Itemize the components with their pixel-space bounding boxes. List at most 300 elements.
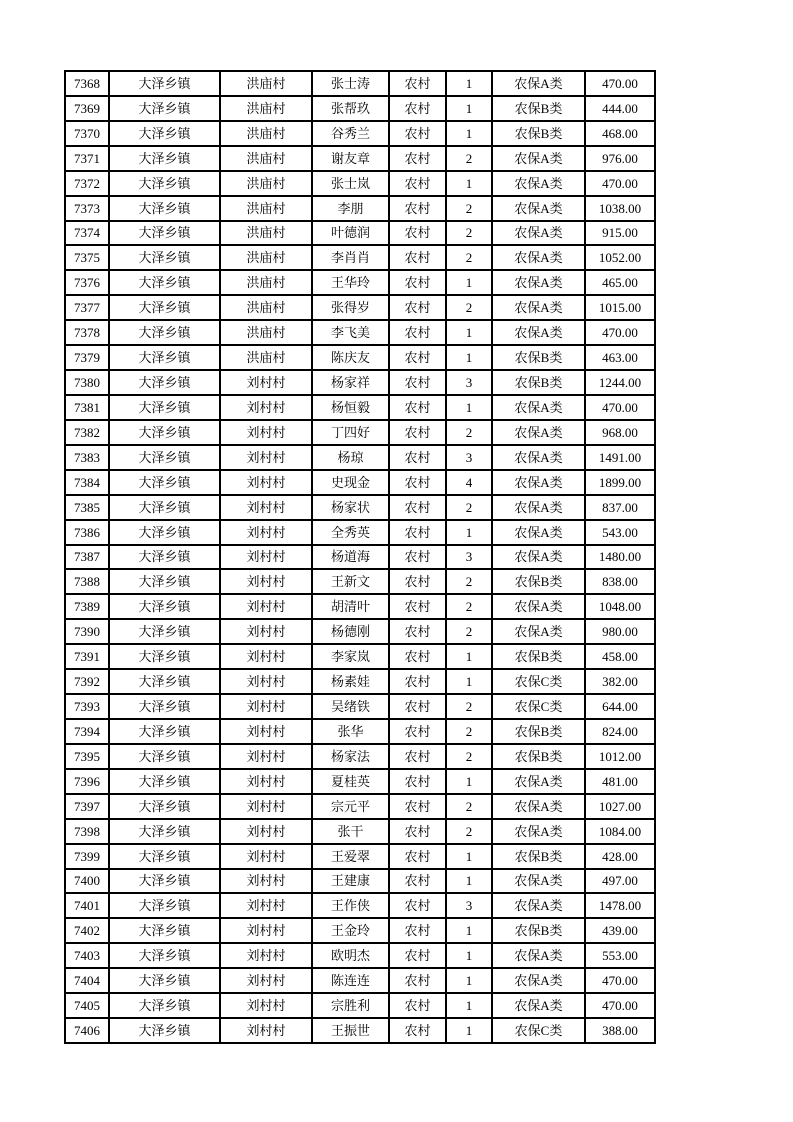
cell-insurance-category: 农保A类 xyxy=(492,594,585,619)
cell-id: 7369 xyxy=(65,96,109,121)
cell-insurance-category: 农保A类 xyxy=(492,270,585,295)
cell-amount: 439.00 xyxy=(585,918,655,943)
cell-village: 刘村村 xyxy=(220,719,312,744)
cell-person-name: 夏桂英 xyxy=(312,769,389,794)
cell-amount: 470.00 xyxy=(585,993,655,1018)
cell-person-name: 谷秀兰 xyxy=(312,121,389,146)
cell-residence-type: 农村 xyxy=(389,245,446,270)
table-row xyxy=(65,395,655,420)
cell-township: 大泽乡镇 xyxy=(109,96,220,121)
cell-amount: 543.00 xyxy=(585,520,655,545)
cell-person-name: 杨恒毅 xyxy=(312,395,389,420)
cell-township: 大泽乡镇 xyxy=(109,968,220,993)
table-row xyxy=(65,71,655,96)
cell-township: 大泽乡镇 xyxy=(109,545,220,570)
cell-person-count: 1 xyxy=(446,943,492,968)
cell-village: 刘村村 xyxy=(220,495,312,520)
cell-residence-type: 农村 xyxy=(389,569,446,594)
table-row xyxy=(65,819,655,844)
table-row xyxy=(65,644,655,669)
cell-insurance-category: 农保A类 xyxy=(492,520,585,545)
cell-village: 洪庙村 xyxy=(220,146,312,171)
cell-village: 刘村村 xyxy=(220,844,312,869)
cell-residence-type: 农村 xyxy=(389,196,446,221)
cell-village: 洪庙村 xyxy=(220,320,312,345)
cell-residence-type: 农村 xyxy=(389,968,446,993)
cell-village: 刘村村 xyxy=(220,420,312,445)
cell-person-count: 3 xyxy=(446,545,492,570)
table-row xyxy=(65,345,655,370)
cell-village: 刘村村 xyxy=(220,869,312,894)
table-row xyxy=(65,1018,655,1043)
cell-person-count: 2 xyxy=(446,719,492,744)
cell-person-name: 王新文 xyxy=(312,569,389,594)
cell-person-count: 2 xyxy=(446,694,492,719)
table-row xyxy=(65,96,655,121)
cell-id: 7401 xyxy=(65,893,109,918)
cell-amount: 915.00 xyxy=(585,221,655,246)
cell-amount: 470.00 xyxy=(585,395,655,420)
cell-amount: 470.00 xyxy=(585,171,655,196)
cell-person-name: 李家岚 xyxy=(312,644,389,669)
cell-residence-type: 农村 xyxy=(389,121,446,146)
cell-id: 7389 xyxy=(65,594,109,619)
cell-insurance-category: 农保A类 xyxy=(492,495,585,520)
cell-village: 刘村村 xyxy=(220,445,312,470)
table-row xyxy=(65,619,655,644)
cell-insurance-category: 农保B类 xyxy=(492,569,585,594)
table-row xyxy=(65,121,655,146)
cell-person-name: 王振世 xyxy=(312,1018,389,1043)
cell-amount: 824.00 xyxy=(585,719,655,744)
cell-id: 7381 xyxy=(65,395,109,420)
cell-person-name: 杨家祥 xyxy=(312,370,389,395)
cell-person-count: 2 xyxy=(446,295,492,320)
cell-amount: 497.00 xyxy=(585,869,655,894)
table-row xyxy=(65,270,655,295)
cell-amount: 1480.00 xyxy=(585,545,655,570)
cell-amount: 1052.00 xyxy=(585,245,655,270)
cell-village: 洪庙村 xyxy=(220,245,312,270)
cell-township: 大泽乡镇 xyxy=(109,819,220,844)
cell-township: 大泽乡镇 xyxy=(109,295,220,320)
cell-person-count: 1 xyxy=(446,96,492,121)
cell-township: 大泽乡镇 xyxy=(109,669,220,694)
cell-residence-type: 农村 xyxy=(389,794,446,819)
cell-person-name: 杨道海 xyxy=(312,545,389,570)
cell-person-name: 陈连连 xyxy=(312,968,389,993)
cell-amount: 980.00 xyxy=(585,619,655,644)
cell-amount: 465.00 xyxy=(585,270,655,295)
cell-residence-type: 农村 xyxy=(389,71,446,96)
cell-person-count: 1 xyxy=(446,71,492,96)
cell-amount: 444.00 xyxy=(585,96,655,121)
cell-insurance-category: 农保A类 xyxy=(492,295,585,320)
cell-village: 刘村村 xyxy=(220,893,312,918)
cell-township: 大泽乡镇 xyxy=(109,869,220,894)
cell-township: 大泽乡镇 xyxy=(109,644,220,669)
cell-id: 7384 xyxy=(65,470,109,495)
cell-person-count: 2 xyxy=(446,245,492,270)
cell-insurance-category: 农保C类 xyxy=(492,1018,585,1043)
cell-id: 7394 xyxy=(65,719,109,744)
cell-insurance-category: 农保A类 xyxy=(492,943,585,968)
cell-person-count: 1 xyxy=(446,644,492,669)
cell-township: 大泽乡镇 xyxy=(109,221,220,246)
cell-id: 7402 xyxy=(65,918,109,943)
cell-residence-type: 农村 xyxy=(389,171,446,196)
cell-village: 洪庙村 xyxy=(220,171,312,196)
cell-residence-type: 农村 xyxy=(389,943,446,968)
cell-person-name: 李朋 xyxy=(312,196,389,221)
cell-amount: 837.00 xyxy=(585,495,655,520)
cell-township: 大泽乡镇 xyxy=(109,121,220,146)
cell-id: 7368 xyxy=(65,71,109,96)
cell-insurance-category: 农保A类 xyxy=(492,71,585,96)
cell-person-count: 1 xyxy=(446,918,492,943)
cell-id: 7376 xyxy=(65,270,109,295)
cell-person-count: 3 xyxy=(446,893,492,918)
cell-insurance-category: 农保B类 xyxy=(492,345,585,370)
cell-amount: 1027.00 xyxy=(585,794,655,819)
cell-id: 7377 xyxy=(65,295,109,320)
table-row xyxy=(65,744,655,769)
table-row xyxy=(65,470,655,495)
cell-village: 刘村村 xyxy=(220,619,312,644)
cell-amount: 468.00 xyxy=(585,121,655,146)
cell-village: 刘村村 xyxy=(220,769,312,794)
cell-insurance-category: 农保A类 xyxy=(492,545,585,570)
cell-residence-type: 农村 xyxy=(389,395,446,420)
cell-residence-type: 农村 xyxy=(389,744,446,769)
cell-person-name: 李飞美 xyxy=(312,320,389,345)
cell-township: 大泽乡镇 xyxy=(109,370,220,395)
cell-id: 7392 xyxy=(65,669,109,694)
table-row xyxy=(65,295,655,320)
cell-person-name: 杨琼 xyxy=(312,445,389,470)
cell-person-count: 1 xyxy=(446,121,492,146)
cell-amount: 644.00 xyxy=(585,694,655,719)
cell-insurance-category: 农保B类 xyxy=(492,844,585,869)
cell-insurance-category: 农保A类 xyxy=(492,320,585,345)
cell-village: 刘村村 xyxy=(220,819,312,844)
cell-insurance-category: 农保B类 xyxy=(492,719,585,744)
cell-id: 7403 xyxy=(65,943,109,968)
cell-township: 大泽乡镇 xyxy=(109,395,220,420)
cell-person-count: 1 xyxy=(446,1018,492,1043)
table-row xyxy=(65,171,655,196)
cell-residence-type: 农村 xyxy=(389,644,446,669)
cell-residence-type: 农村 xyxy=(389,270,446,295)
cell-residence-type: 农村 xyxy=(389,993,446,1018)
cell-insurance-category: 农保A类 xyxy=(492,794,585,819)
cell-amount: 1048.00 xyxy=(585,594,655,619)
cell-id: 7395 xyxy=(65,744,109,769)
cell-township: 大泽乡镇 xyxy=(109,694,220,719)
cell-person-count: 2 xyxy=(446,744,492,769)
cell-person-count: 1 xyxy=(446,270,492,295)
cell-village: 刘村村 xyxy=(220,594,312,619)
cell-residence-type: 农村 xyxy=(389,545,446,570)
cell-village: 洪庙村 xyxy=(220,295,312,320)
cell-person-count: 1 xyxy=(446,844,492,869)
cell-township: 大泽乡镇 xyxy=(109,345,220,370)
cell-person-count: 2 xyxy=(446,495,492,520)
cell-amount: 1244.00 xyxy=(585,370,655,395)
table-row xyxy=(65,196,655,221)
cell-insurance-category: 农保A类 xyxy=(492,196,585,221)
cell-person-count: 1 xyxy=(446,769,492,794)
cell-person-name: 欧明杰 xyxy=(312,943,389,968)
cell-person-count: 2 xyxy=(446,420,492,445)
table-row xyxy=(65,495,655,520)
cell-insurance-category: 农保A类 xyxy=(492,869,585,894)
cell-person-name: 李肖肖 xyxy=(312,245,389,270)
cell-id: 7378 xyxy=(65,320,109,345)
cell-township: 大泽乡镇 xyxy=(109,769,220,794)
cell-id: 7380 xyxy=(65,370,109,395)
cell-id: 7385 xyxy=(65,495,109,520)
cell-id: 7374 xyxy=(65,221,109,246)
cell-person-name: 王爱翠 xyxy=(312,844,389,869)
cell-residence-type: 农村 xyxy=(389,694,446,719)
cell-id: 7372 xyxy=(65,171,109,196)
cell-insurance-category: 农保A类 xyxy=(492,893,585,918)
cell-village: 刘村村 xyxy=(220,968,312,993)
cell-village: 刘村村 xyxy=(220,569,312,594)
cell-id: 7375 xyxy=(65,245,109,270)
cell-insurance-category: 农保B类 xyxy=(492,121,585,146)
cell-township: 大泽乡镇 xyxy=(109,245,220,270)
cell-amount: 481.00 xyxy=(585,769,655,794)
cell-residence-type: 农村 xyxy=(389,146,446,171)
cell-id: 7393 xyxy=(65,694,109,719)
cell-amount: 458.00 xyxy=(585,644,655,669)
cell-person-count: 1 xyxy=(446,345,492,370)
table-row xyxy=(65,545,655,570)
cell-township: 大泽乡镇 xyxy=(109,146,220,171)
cell-village: 洪庙村 xyxy=(220,270,312,295)
cell-amount: 382.00 xyxy=(585,669,655,694)
cell-id: 7379 xyxy=(65,345,109,370)
cell-person-name: 杨家法 xyxy=(312,744,389,769)
cell-person-name: 王作侠 xyxy=(312,893,389,918)
cell-person-count: 3 xyxy=(446,445,492,470)
cell-residence-type: 农村 xyxy=(389,893,446,918)
table-row xyxy=(65,844,655,869)
cell-person-name: 杨德刚 xyxy=(312,619,389,644)
cell-township: 大泽乡镇 xyxy=(109,270,220,295)
cell-residence-type: 农村 xyxy=(389,221,446,246)
cell-residence-type: 农村 xyxy=(389,96,446,121)
cell-township: 大泽乡镇 xyxy=(109,794,220,819)
cell-id: 7371 xyxy=(65,146,109,171)
cell-insurance-category: 农保A类 xyxy=(492,245,585,270)
table-row xyxy=(65,146,655,171)
cell-insurance-category: 农保A类 xyxy=(492,968,585,993)
cell-amount: 1491.00 xyxy=(585,445,655,470)
cell-id: 7386 xyxy=(65,520,109,545)
table-row xyxy=(65,370,655,395)
cell-amount: 1084.00 xyxy=(585,819,655,844)
cell-id: 7404 xyxy=(65,968,109,993)
cell-insurance-category: 农保A类 xyxy=(492,769,585,794)
cell-person-count: 1 xyxy=(446,395,492,420)
cell-person-name: 陈庆友 xyxy=(312,345,389,370)
table-row xyxy=(65,943,655,968)
cell-id: 7397 xyxy=(65,794,109,819)
cell-residence-type: 农村 xyxy=(389,594,446,619)
cell-id: 7406 xyxy=(65,1018,109,1043)
cell-township: 大泽乡镇 xyxy=(109,1018,220,1043)
cell-person-name: 谢友章 xyxy=(312,146,389,171)
cell-village: 刘村村 xyxy=(220,993,312,1018)
cell-insurance-category: 农保C类 xyxy=(492,669,585,694)
cell-village: 洪庙村 xyxy=(220,71,312,96)
cell-id: 7400 xyxy=(65,869,109,894)
cell-id: 7387 xyxy=(65,545,109,570)
cell-amount: 976.00 xyxy=(585,146,655,171)
cell-residence-type: 农村 xyxy=(389,869,446,894)
table-row xyxy=(65,769,655,794)
cell-person-count: 2 xyxy=(446,819,492,844)
cell-person-count: 1 xyxy=(446,968,492,993)
cell-residence-type: 农村 xyxy=(389,619,446,644)
cell-village: 刘村村 xyxy=(220,545,312,570)
cell-person-name: 宗元平 xyxy=(312,794,389,819)
cell-township: 大泽乡镇 xyxy=(109,893,220,918)
cell-township: 大泽乡镇 xyxy=(109,320,220,345)
cell-residence-type: 农村 xyxy=(389,520,446,545)
cell-village: 洪庙村 xyxy=(220,196,312,221)
cell-township: 大泽乡镇 xyxy=(109,420,220,445)
cell-village: 刘村村 xyxy=(220,644,312,669)
cell-person-count: 1 xyxy=(446,171,492,196)
cell-id: 7396 xyxy=(65,769,109,794)
cell-amount: 428.00 xyxy=(585,844,655,869)
cell-person-name: 张干 xyxy=(312,819,389,844)
cell-person-count: 2 xyxy=(446,794,492,819)
table-row xyxy=(65,221,655,246)
cell-township: 大泽乡镇 xyxy=(109,619,220,644)
cell-amount: 1899.00 xyxy=(585,470,655,495)
cell-person-name: 张华 xyxy=(312,719,389,744)
cell-amount: 1015.00 xyxy=(585,295,655,320)
cell-residence-type: 农村 xyxy=(389,495,446,520)
cell-township: 大泽乡镇 xyxy=(109,71,220,96)
cell-village: 洪庙村 xyxy=(220,221,312,246)
cell-township: 大泽乡镇 xyxy=(109,470,220,495)
cell-id: 7405 xyxy=(65,993,109,1018)
cell-person-count: 1 xyxy=(446,320,492,345)
table-row xyxy=(65,993,655,1018)
cell-person-name: 杨家状 xyxy=(312,495,389,520)
cell-township: 大泽乡镇 xyxy=(109,495,220,520)
cell-township: 大泽乡镇 xyxy=(109,844,220,869)
cell-village: 刘村村 xyxy=(220,694,312,719)
cell-insurance-category: 农保B类 xyxy=(492,744,585,769)
cell-residence-type: 农村 xyxy=(389,470,446,495)
table-row xyxy=(65,245,655,270)
cell-amount: 1478.00 xyxy=(585,893,655,918)
cell-insurance-category: 农保A类 xyxy=(492,445,585,470)
cell-township: 大泽乡镇 xyxy=(109,569,220,594)
cell-village: 刘村村 xyxy=(220,370,312,395)
table-row xyxy=(65,918,655,943)
cell-insurance-category: 农保A类 xyxy=(492,420,585,445)
cell-person-name: 吴绪铁 xyxy=(312,694,389,719)
cell-person-count: 1 xyxy=(446,993,492,1018)
cell-id: 7398 xyxy=(65,819,109,844)
table-row xyxy=(65,569,655,594)
cell-amount: 388.00 xyxy=(585,1018,655,1043)
cell-residence-type: 农村 xyxy=(389,420,446,445)
cell-id: 7390 xyxy=(65,619,109,644)
cell-person-name: 张得岁 xyxy=(312,295,389,320)
table-row xyxy=(65,594,655,619)
cell-person-count: 2 xyxy=(446,146,492,171)
pension-table-body xyxy=(65,71,655,1043)
cell-amount: 1012.00 xyxy=(585,744,655,769)
cell-person-count: 2 xyxy=(446,196,492,221)
cell-insurance-category: 农保A类 xyxy=(492,171,585,196)
cell-id: 7373 xyxy=(65,196,109,221)
cell-residence-type: 农村 xyxy=(389,320,446,345)
cell-person-count: 3 xyxy=(446,370,492,395)
cell-residence-type: 农村 xyxy=(389,295,446,320)
cell-township: 大泽乡镇 xyxy=(109,196,220,221)
cell-person-name: 王金玲 xyxy=(312,918,389,943)
cell-residence-type: 农村 xyxy=(389,370,446,395)
cell-insurance-category: 农保B类 xyxy=(492,370,585,395)
cell-township: 大泽乡镇 xyxy=(109,171,220,196)
cell-id: 7388 xyxy=(65,569,109,594)
cell-amount: 470.00 xyxy=(585,71,655,96)
cell-residence-type: 农村 xyxy=(389,345,446,370)
cell-person-count: 2 xyxy=(446,594,492,619)
cell-person-name: 宗胜利 xyxy=(312,993,389,1018)
cell-village: 刘村村 xyxy=(220,1018,312,1043)
cell-insurance-category: 农保A类 xyxy=(492,146,585,171)
cell-person-count: 1 xyxy=(446,669,492,694)
cell-village: 洪庙村 xyxy=(220,121,312,146)
cell-person-name: 张士涛 xyxy=(312,71,389,96)
cell-person-name: 张士岚 xyxy=(312,171,389,196)
cell-person-name: 王华玲 xyxy=(312,270,389,295)
cell-village: 刘村村 xyxy=(220,918,312,943)
cell-id: 7382 xyxy=(65,420,109,445)
cell-person-name: 胡清叶 xyxy=(312,594,389,619)
cell-person-count: 1 xyxy=(446,869,492,894)
cell-person-name: 张帮玖 xyxy=(312,96,389,121)
cell-id: 7370 xyxy=(65,121,109,146)
cell-id: 7383 xyxy=(65,445,109,470)
cell-person-count: 2 xyxy=(446,221,492,246)
table-row xyxy=(65,694,655,719)
cell-person-name: 杨素娃 xyxy=(312,669,389,694)
cell-amount: 470.00 xyxy=(585,320,655,345)
cell-residence-type: 农村 xyxy=(389,844,446,869)
cell-township: 大泽乡镇 xyxy=(109,445,220,470)
cell-village: 刘村村 xyxy=(220,744,312,769)
cell-insurance-category: 农保A类 xyxy=(492,993,585,1018)
cell-person-count: 1 xyxy=(446,520,492,545)
cell-village: 刘村村 xyxy=(220,395,312,420)
table-row xyxy=(65,520,655,545)
cell-residence-type: 农村 xyxy=(389,769,446,794)
cell-id: 7391 xyxy=(65,644,109,669)
cell-township: 大泽乡镇 xyxy=(109,594,220,619)
